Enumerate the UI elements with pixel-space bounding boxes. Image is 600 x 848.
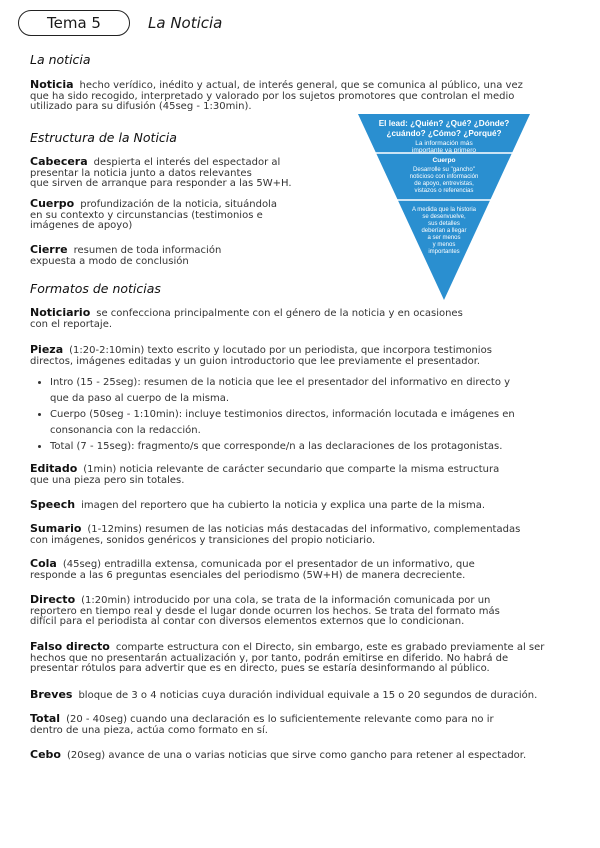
term-breves: Breves	[30, 688, 73, 701]
structure-line: imágenes de apoyo)	[30, 220, 133, 232]
list-item: • Cuerpo (50seg - 1:10min): incluye testimonios directos, información locutada e imágenes en consonancia con la redacción.	[50, 407, 590, 439]
format-noticiario	[30, 308, 590, 330]
pyramid-tail-line: a ser menos	[427, 235, 461, 241]
section-heading-estructura: Estructura de la Noticia	[30, 130, 177, 145]
format-pieza	[30, 345, 590, 367]
section-heading-formatos: Formatos de noticias	[30, 281, 161, 296]
pyramid-body-line: de apoyo, entrevistas,	[414, 180, 474, 187]
definition-line: utilizado para su difusión (45seg - 1:30min).	[30, 101, 252, 113]
pyramid-tail-line: A medida que la historia	[411, 207, 477, 213]
pieza-parts-list	[36, 375, 590, 455]
format-speech: Speech imagen del reportero que ha cubierto la noticia y explica una parte de la misma.	[30, 498, 486, 511]
inverted-pyramid-diagram	[358, 114, 530, 300]
format-cola: Cola (45seg) entradilla extensa, comunicada por el presentador de un informativo, que responde a las 6 preguntas esenciales del periodismo (5W+H) de manera decreciente.	[30, 557, 475, 581]
term-falso-directo: Falso directo	[30, 640, 110, 653]
format-cebo: Cebo (20seg) avance de una o varias noticias que sirve como gancho para retener al espectador.	[30, 748, 527, 761]
pyramid-lead-line: importante va primero	[411, 147, 477, 154]
list-item: • Total (7 - 15seg): fragmento/s que corresponde/n a las declaraciones de los protagonistas.	[50, 439, 590, 455]
term-cuerpo: Cuerpo	[30, 197, 75, 210]
pyramid-body-line: Desarrolle su "gancho"	[413, 166, 475, 173]
structure-line: expuesta a modo de conclusión	[30, 255, 189, 267]
term-noticiario: Noticiario	[30, 306, 91, 319]
term-total: Total	[30, 712, 61, 725]
definition-line: que ha sido recogido, interpretado y valorado por los sujetos promotores que controlan el medio	[30, 90, 515, 102]
definition-line: hecho verídico, inédito y actual, de interés general, que se comunica al público, una vez	[79, 80, 523, 91]
format-falso-directo: Falso directo comparte estructura con el Directo, sin embargo, este es grabado previamente al ser hechos que no presentarán actualización y, por tanto, podrán emitirse en diferido. No habrá de presentar rótulos para advertir que es en directo, pues se estaría desinformando al público.	[30, 640, 545, 675]
definition-noticia	[30, 80, 590, 113]
term-cola: Cola	[30, 557, 57, 570]
format-directo: Directo (1:20min) introducido por una cola, se trata de la información comunicada por un reportero en tiempo real y desde el lugar donde ocurren los hechos. Se trata del formato más difícil para el periodista al contar con diversos elementos externos que lo condicionan.	[30, 593, 500, 628]
format-line: se confecciona principalmente con el género de la noticia y en ocasiones	[96, 308, 463, 319]
pyramid-body-line: noticioso con información	[409, 173, 479, 180]
format-line: directos, imágenes editadas y un guion introductorio que lee previamente el presentador.	[30, 355, 481, 367]
term-sumario: Sumario	[30, 522, 82, 535]
list-item: • Intro (15 - 25seg): resumen de la noticia que lee el presentador del informativo en directo y que da paso al cuerpo de la misma.	[50, 375, 590, 407]
structure-line: presentar la noticia junto a datos relevantes	[30, 167, 252, 179]
structure-line: en su contexto y circunstancias (testimonios e	[30, 209, 263, 221]
topic-badge: Tema 5	[18, 10, 130, 36]
term-speech: Speech	[30, 498, 76, 511]
pyramid-lead-line: ¿cuándo? ¿Cómo? ¿Porqué?	[386, 129, 502, 138]
structure-line: despierta el interés del espectador al	[93, 157, 281, 168]
format-sumario: Sumario (1-12mins) resumen de las noticias más destacadas del informativo, complementadas con imágenes, sonidos genéricos y transiciones del propio noticiario.	[30, 522, 521, 546]
structure-line: resumen de toda información	[73, 245, 222, 256]
format-line: con el reportaje.	[30, 318, 113, 330]
structure-cierre	[30, 245, 350, 267]
structure-line: profundización de la noticia, situándola	[80, 199, 277, 210]
pyramid-lead-line: La información más	[415, 140, 473, 147]
structure-cabecera	[30, 157, 350, 190]
topic-title: La Noticia	[148, 14, 223, 32]
pyramid-tail-line: sus detalles	[428, 221, 460, 227]
format-editado: Editado (1min) noticia relevante de carácter secundario que comparte la misma estructura que una pieza pero sin totales.	[30, 462, 500, 486]
term-noticia: Noticia	[30, 78, 74, 91]
pyramid-tail-line: y menos	[432, 242, 456, 248]
format-total: Total (20 - 40seg) cuando una declaración es lo suficientemente relevante como para no ir dentro de una pieza, actúa como formato en sí.	[30, 712, 494, 736]
format-breves: Breves bloque de 3 o 4 noticias cuya duración individual equivale a 15 o 20 segundos de duración.	[30, 688, 538, 701]
term-cebo: Cebo	[30, 748, 61, 761]
term-editado: Editado	[30, 462, 78, 475]
section-heading-la-noticia: La noticia	[30, 52, 91, 67]
format-line: (1:20-2:10min) texto escrito y locutado por un periodista, que incorpora testimonios	[69, 345, 492, 356]
pyramid-tail-line: deberían a llegar	[421, 228, 467, 234]
pyramid-body-line: vistazos o referencias	[414, 187, 474, 194]
pyramid-tail-line: se desenvuelve,	[422, 214, 466, 220]
term-cierre: Cierre	[30, 243, 68, 256]
pyramid-tail-line: importantes	[428, 249, 460, 255]
term-cabecera: Cabecera	[30, 155, 88, 168]
pyramid-lead-line: El lead: ¿Quién? ¿Qué? ¿Dónde?	[378, 119, 510, 128]
term-directo: Directo	[30, 593, 76, 606]
structure-cuerpo	[30, 199, 350, 232]
pyramid-body-line: Cuerpo	[432, 157, 456, 164]
structure-line: que sirven de arranque para responder a las 5W+H.	[30, 178, 292, 190]
term-pieza: Pieza	[30, 343, 64, 356]
